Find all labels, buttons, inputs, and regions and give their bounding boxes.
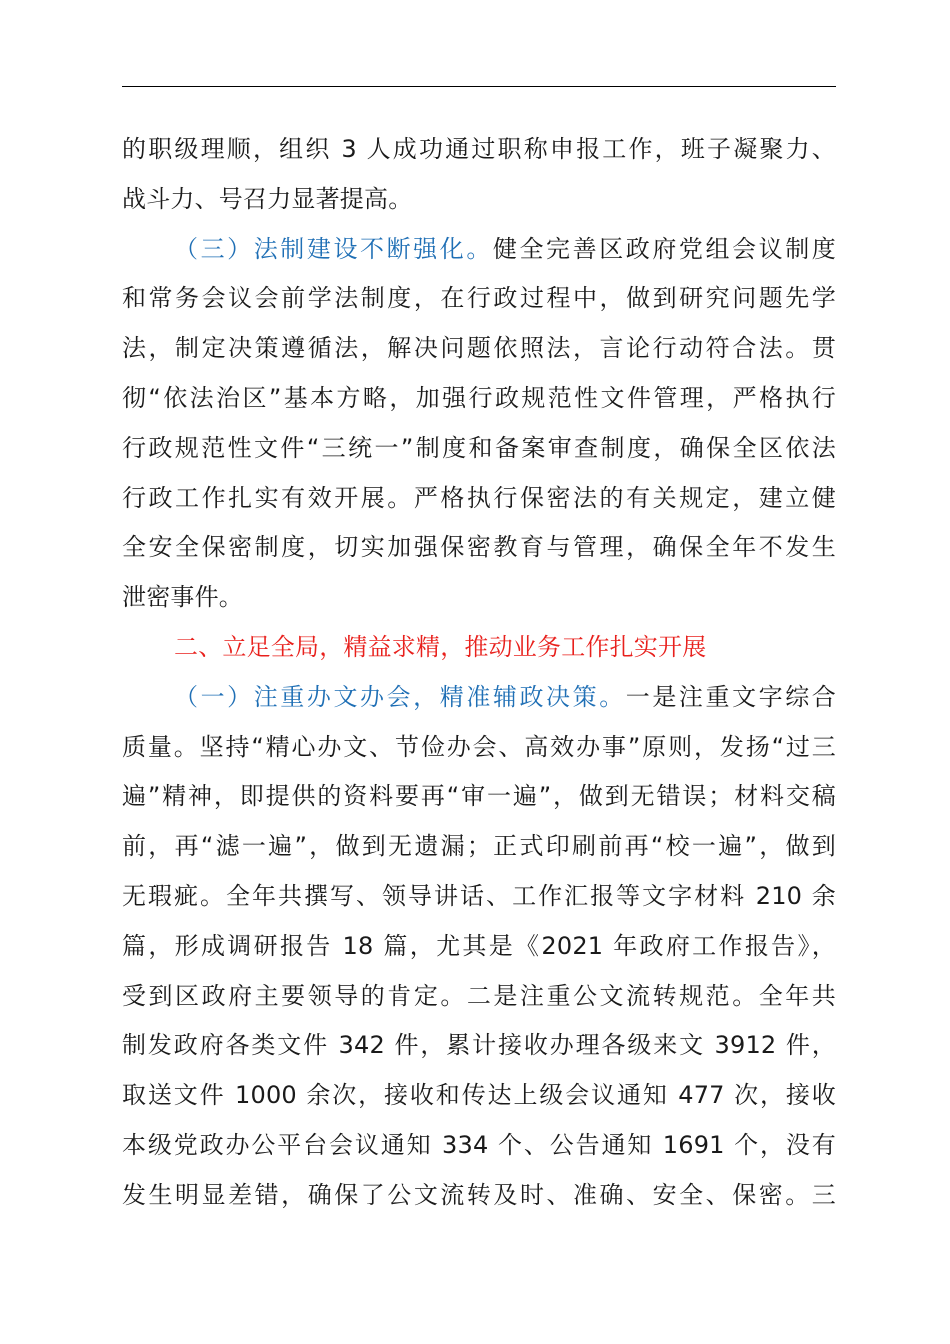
text-line: 前，再“滤一遍”，做到无遗漏；正式印刷前再“校一遍”，做到 bbox=[122, 832, 836, 861]
text-line: 泄密事件。 bbox=[122, 583, 243, 612]
text-line: 质量。坚持“精心办文、节俭办会、高效办事”原则，发扬“过三 bbox=[122, 732, 836, 761]
text-line: 受到区政府主要领导的肯定。二是注重公文流转规范。全年共 bbox=[122, 981, 836, 1010]
text-line: 无瑕疵。全年共撰写、领导讲话、工作汇报等文字材料 210 余 bbox=[122, 881, 836, 910]
text-line: 发生明显差错，确保了公文流转及时、准确、安全、保密。三 bbox=[122, 1180, 836, 1209]
document-body bbox=[122, 125, 836, 1221]
text-span: 健全完善区政府党组会议制度 bbox=[492, 234, 836, 263]
text-line: 制发政府各类文件 342 件，累计接收办理各级来文 3912 件， bbox=[122, 1031, 836, 1060]
text-line: 行政规范性文件“三统一”制度和备案审查制度，确保全区依法 bbox=[122, 433, 836, 462]
text-line: 法，制定决策遵循法，解决问题依照法，言论行动符合法。贯 bbox=[122, 334, 836, 363]
text-span: 一是注重文字综合 bbox=[625, 682, 836, 711]
text-line: 取送文件 1000 余次，接收和传达上级会议通知 477 次，接收 bbox=[122, 1081, 836, 1110]
text-line: 的职级理顺，组织 3 人成功通过职称申报工作，班子凝聚力、 bbox=[122, 135, 836, 163]
header-rule bbox=[122, 86, 836, 87]
text-line: 战斗力、号召力显著提高。 bbox=[122, 184, 413, 213]
text-line: 遍”精神，即提供的资料要再“审一遍”，做到无错误；材料交稿 bbox=[122, 782, 836, 811]
section-title: 二、立足全局，精益求精，推动业务工作扎实开展 bbox=[174, 632, 707, 661]
text-line: 本级党政办公平台会议通知 334 个、公告通知 1691 个，没有 bbox=[122, 1130, 836, 1159]
paragraph-first-line bbox=[122, 225, 836, 275]
text-line: 和常务会议会前学法制度，在行政过程中，做到研究问题先学 bbox=[122, 284, 836, 313]
subsection-heading: （一）注重办文办会，精准辅政决策。 bbox=[174, 682, 626, 711]
text-line: 彻“依法治区”基本方略，加强行政规范性文件管理，严格执行 bbox=[122, 383, 836, 412]
text-line: 篇，形成调研报告 18 篇，尤其是《2021 年政府工作报告》， bbox=[122, 931, 836, 960]
paragraph-first-line bbox=[122, 673, 836, 723]
text-line: 行政工作扎实有效开展。严格执行保密法的有关规定，建立健 bbox=[122, 483, 836, 512]
text-line: 全安全保密制度，切实加强保密教育与管理，确保全年不发生 bbox=[122, 533, 836, 562]
subsection-heading: （三）法制建设不断强化。 bbox=[174, 234, 493, 263]
